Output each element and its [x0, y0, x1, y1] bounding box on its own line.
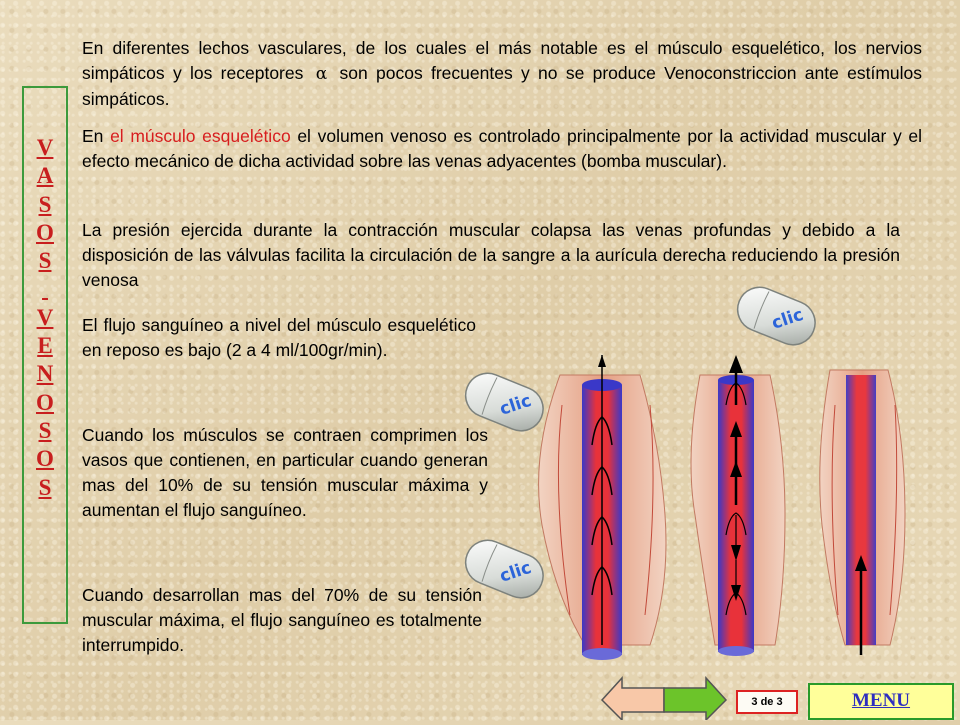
side-title-letter: S [38, 474, 52, 500]
muscle-relaxed [539, 355, 666, 660]
paragraph-5: Cuando los músculos se contraen comprimen los vasos que contienen, en particular cuando generan mas del 10% de su tensión muscular máxima y aumentan el flujo sanguíneo. [82, 425, 488, 520]
muscle-vein-illustration [500, 345, 920, 665]
p1-text: En diferentes lechos vasculares, de los cuales el más notable es el músculo esquelético, los nervios simpáticos y los receptores [82, 38, 922, 83]
muscle-max-contraction [820, 370, 905, 655]
side-title-letter: E [37, 333, 53, 359]
mouse-icon [730, 282, 822, 352]
p2-highlight: el músculo esquelético [110, 126, 291, 146]
p1-tail: son pocos frecuentes y no se produce Venoconstriccion ante estímulos simpáticos. [82, 63, 922, 109]
clic-button-top[interactable] [730, 282, 822, 352]
p2-end: el volumen venoso es controlado principalmente por la actividad muscular y el efecto mecánico de dicha actividad sobre las venas adyacentes (bomba muscular). [82, 126, 922, 171]
side-title-letter: O [36, 219, 54, 245]
paragraph-6: Cuando desarrollan mas del 70% de su tensión muscular máxima, el flujo sanguíneo es totalmente interrumpido. [82, 585, 482, 655]
side-title-letter: V [36, 304, 54, 330]
nav-arrows [600, 676, 730, 725]
side-title-letter: N [36, 361, 54, 387]
alpha-symbol: α [315, 64, 328, 84]
nav-arrows-icon [600, 676, 730, 720]
menu-button[interactable]: MENU [808, 683, 954, 720]
paragraph-1 [82, 36, 922, 112]
paragraph-4: El flujo sanguíneo a nivel del músculo esquelético en reposo es bajo (2 a 4 ml/100gr/min). [82, 315, 476, 360]
side-title-letter: O [36, 389, 54, 415]
side-title-letter: S [38, 248, 52, 274]
clic-label: clic [497, 557, 534, 587]
clic-label: clic [497, 390, 534, 420]
clic-label: clic [769, 304, 806, 334]
side-title-box [22, 86, 68, 624]
side-title [24, 134, 66, 502]
side-title-letter: S [38, 191, 52, 217]
side-title-letter: A [36, 163, 54, 189]
paragraph-3: La presión ejercida durante la contracción muscular colapsa las venas profundas y debido a la disposición de las válvulas facilita la circulación de la sangre a la aurícula derecha reduciendo la presión venosa [82, 220, 900, 290]
page-indicator: 3 de 3 [736, 690, 798, 714]
back-arrow-icon[interactable] [602, 678, 664, 720]
paragraph-2 [82, 124, 922, 174]
side-title-letter: S [38, 417, 52, 443]
side-title-letter: V [36, 135, 54, 160]
p2-start: En [82, 126, 104, 146]
side-title-letter: O [36, 446, 54, 472]
side-title-letter [24, 275, 66, 303]
muscle-contracting [691, 355, 785, 656]
forward-arrow-icon[interactable] [664, 678, 726, 720]
